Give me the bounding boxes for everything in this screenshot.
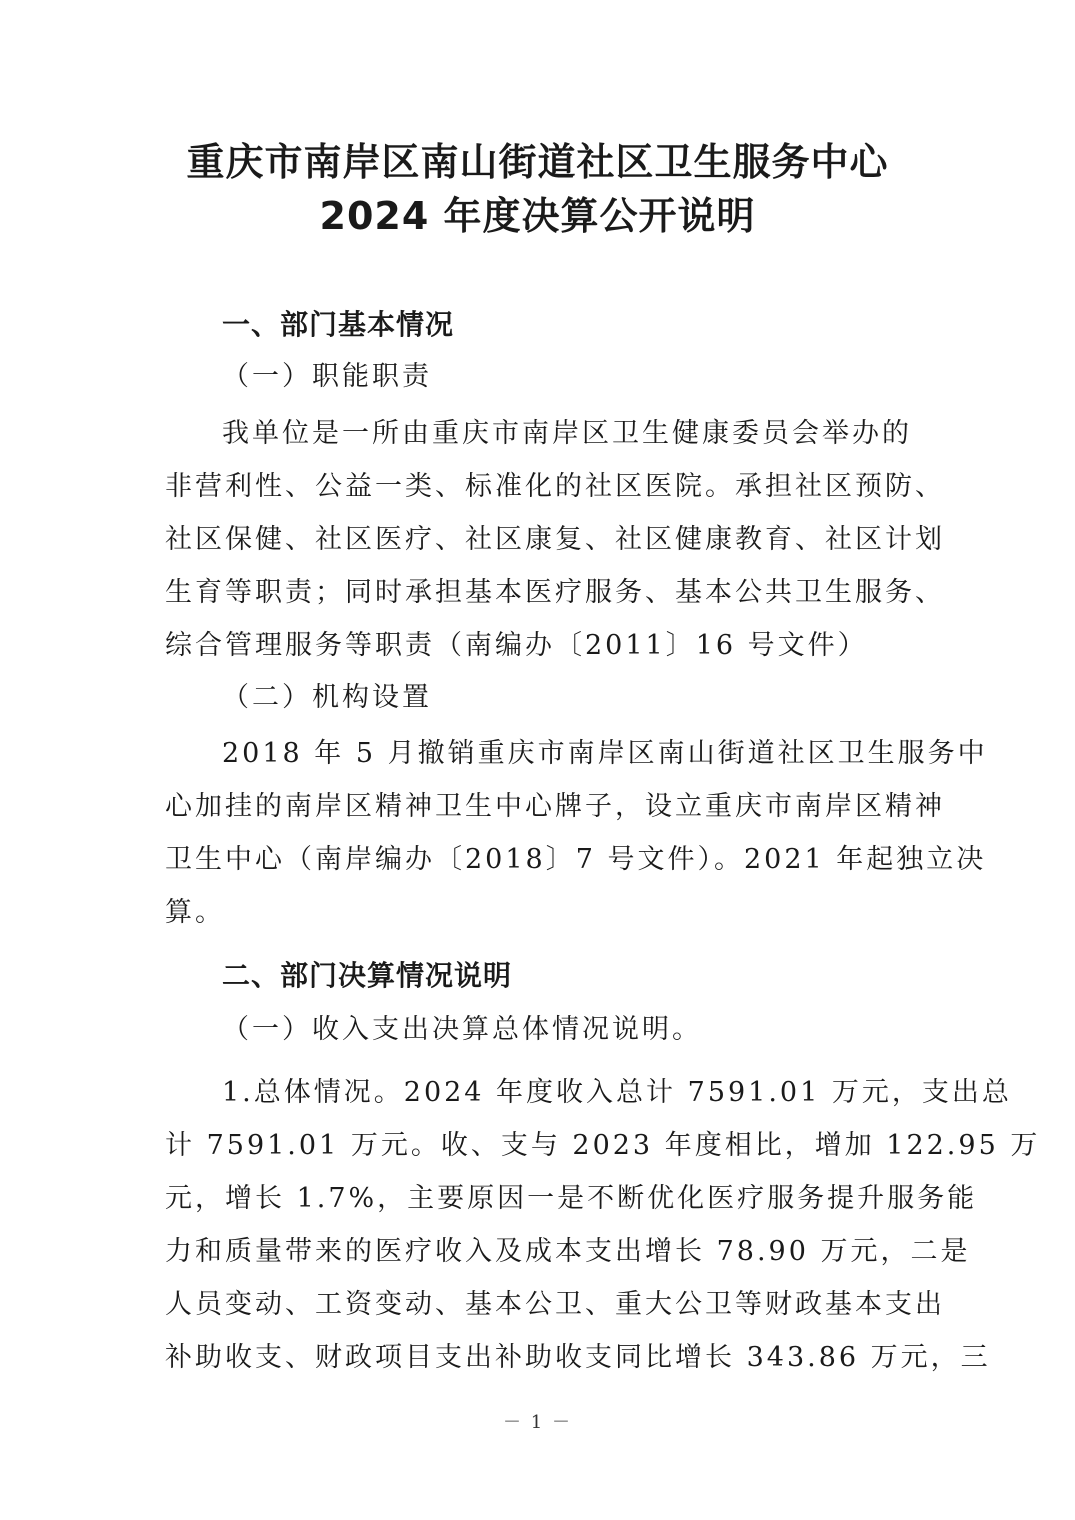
section2-sub1-paragraph — [165, 1066, 1041, 1384]
paragraph-line: 元，增长 1.7%，主要原因一是不断优化医疗服务提升服务能 — [165, 1183, 978, 1214]
document-title-line1: 重庆市南岸区南山街道社区卫生服务中心 — [186, 140, 889, 184]
section2-sub1-heading: （一）收入支出决算总体情况说明。 — [222, 1014, 702, 1045]
paragraph-line: 2018 年 5 月撤销重庆市南岸区南山街道社区卫生服务中 — [222, 738, 988, 769]
section1-heading: 一、部门基本情况 — [222, 308, 455, 341]
paragraph-line: 1.总体情况。2024 年度收入总计 7591.01 万元，支出总 — [222, 1077, 1012, 1108]
paragraph-line: 算。 — [165, 897, 225, 928]
paragraph-line: 综合管理服务等职责（南编办〔2011〕16 号文件） — [165, 630, 868, 661]
paragraph-line: 卫生中心（南岸编办〔2018〕7 号文件）。2021 年起独立决 — [165, 844, 987, 875]
paragraph-line: 社区保健、社区医疗、社区康复、社区健康教育、社区计划 — [165, 524, 945, 555]
paragraph-line: 人员变动、工资变动、基本公卫、重大公卫等财政基本支出 — [165, 1289, 945, 1320]
section1-sub2-paragraph — [165, 727, 988, 939]
section1-sub1-heading: （一）职能职责 — [222, 361, 432, 392]
section2-heading: 二、部门决算情况说明 — [222, 959, 513, 992]
paragraph-line: 非营利性、公益一类、标准化的社区医院。承担社区预防、 — [165, 471, 945, 502]
section1-sub2-heading: （二）机构设置 — [222, 682, 432, 713]
paragraph-line: 生育等职责；同时承担基本医疗服务、基本公共卫生服务、 — [165, 577, 945, 608]
paragraph-line: 力和质量带来的医疗收入及成本支出增长 78.90 万元，二是 — [165, 1236, 971, 1267]
paragraph-line: 计 7591.01 万元。收、支与 2023 年度相比，增加 122.95 万 — [165, 1130, 1041, 1161]
document-title-line2: 2024 年度决算公开说明 — [319, 194, 756, 238]
section1-sub1-paragraph — [165, 407, 945, 672]
page-number: － 1 － — [503, 1412, 572, 1433]
paragraph-line: 我单位是一所由重庆市南岸区卫生健康委员会举办的 — [222, 418, 912, 449]
paragraph-line: 补助收支、财政项目支出补助收支同比增长 343.86 万元，三 — [165, 1342, 991, 1373]
paragraph-line: 心加挂的南岸区精神卫生中心牌子，设立重庆市南岸区精神 — [165, 791, 945, 822]
